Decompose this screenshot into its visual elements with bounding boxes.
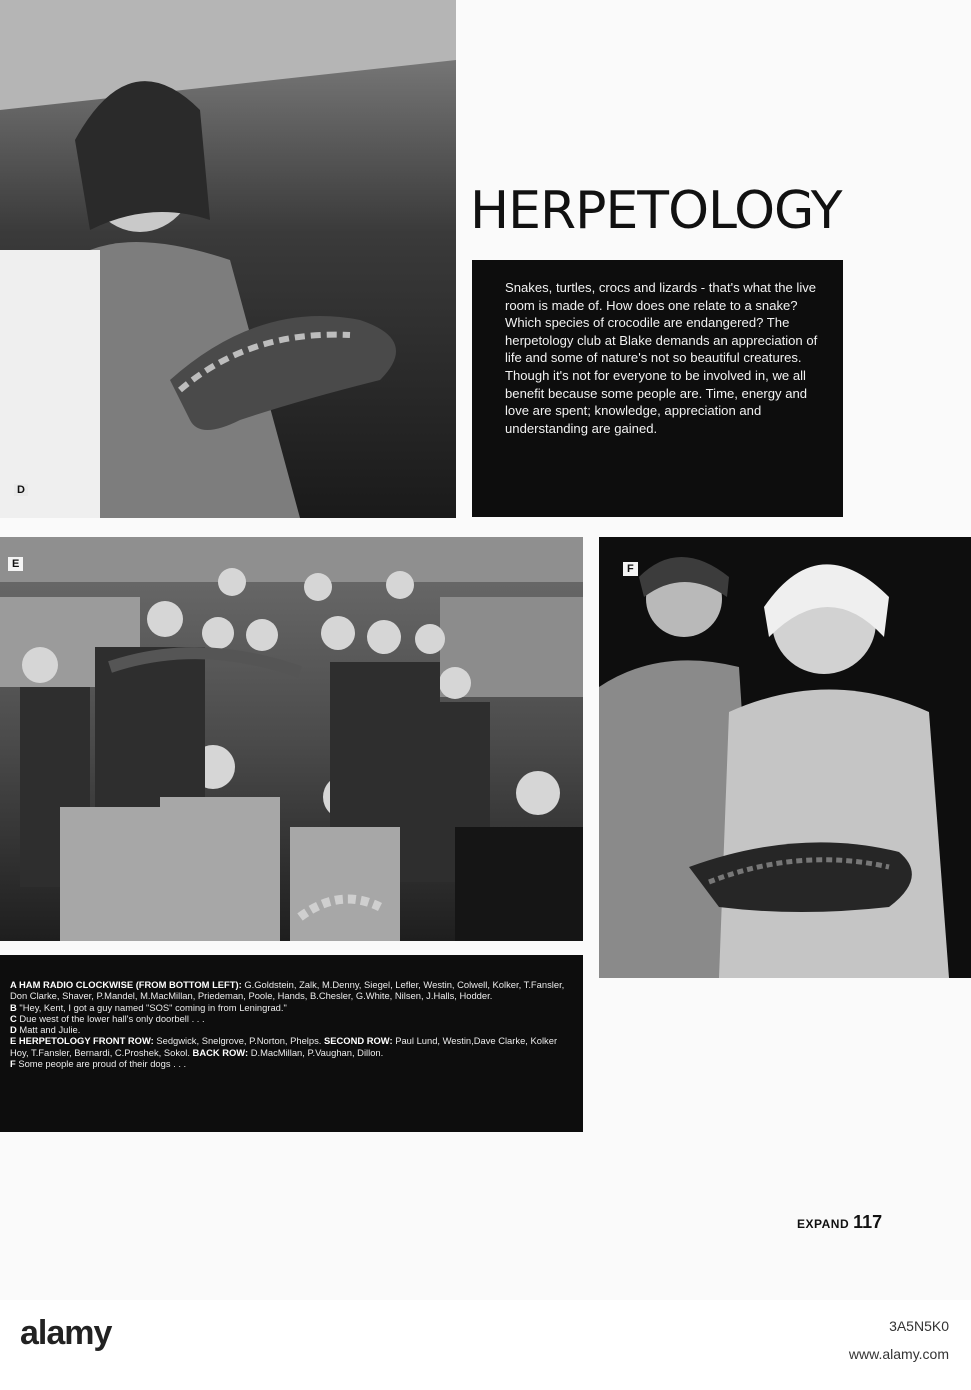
folio-section: EXPAND (797, 1217, 850, 1231)
caption-b-text: "Hey, Kent, I got a guy named "SOS" coming in from Leningrad." (16, 1001, 287, 1013)
caption-e-text-second-row: Paul Lund, Westin,Dave Clarke, Kolker Hoy, T.Fansler, Bernardi, C.Proshek, Sokol. (10, 1035, 558, 1058)
caption-a-label: A HAM RADIO CLOCKWISE (FROM BOTTOM LEFT): (10, 979, 242, 990)
photo-f-boys-with-crocodile (599, 537, 971, 978)
caption-b (10, 1002, 573, 1013)
stock-image-id: 3A5N5K0 (889, 1318, 949, 1334)
photo-e-letter: E (8, 557, 23, 571)
intro-text-box (472, 260, 843, 517)
caption-e-label-back-row: BACK ROW: (189, 1046, 249, 1058)
caption-f-text: Some people are proud of their dogs . . . (15, 1058, 187, 1070)
stock-footer (0, 1300, 971, 1390)
captions-box (0, 955, 583, 1132)
photo-f-image (599, 537, 971, 978)
caption-e (10, 1035, 573, 1058)
caption-c (10, 1013, 573, 1024)
caption-b-label: B (10, 1001, 17, 1013)
caption-d (10, 1024, 573, 1035)
photo-d-image (0, 0, 456, 518)
photo-f-letter: F (623, 562, 638, 576)
caption-a-text: G.Goldstein, Zalk, M.Denny, Siegel, Lefler, Westin, Colwell, Kolker, T.Fansler, Don Clarke, Shaver, P.Mandel, M.MacMillan, Priedeman, Poole, Hands, B.Chesler, G.White, Nilsen, J.Halls, Hodder. (10, 979, 565, 1002)
brand-logo: alamy (20, 1314, 112, 1352)
caption-d-text: Matt and Julie. (16, 1024, 81, 1036)
caption-e-text-back-row: D.MacMillan, P.Vaughan, Dillon. (248, 1046, 384, 1058)
caption-f-label: F (10, 1058, 16, 1070)
caption-c-label: C (10, 1012, 17, 1024)
page-title: HERPETOLOGY (470, 181, 842, 241)
caption-e-label: E HERPETOLOGY FRONT ROW: (10, 1035, 154, 1047)
folio-page-number: 117 (853, 1212, 883, 1232)
photo-d-letter: D (14, 484, 28, 496)
caption-d-label: D (10, 1024, 17, 1036)
intro-text: Snakes, turtles, crocs and lizards - that's what the live room is made of. How does one relate to a snake? Which species of crocodile are endangered? The herpetology club at Blake demands an appreciation of life and some of nature's not so beautiful creatures. Though it's not for everyone to be involved in, we all benefit because some people are. Time, energy and love are spent; knowledge, appreciation and understanding are gained. (505, 280, 818, 436)
stock-url: www.alamy.com (848, 1346, 949, 1362)
caption-f (10, 1058, 573, 1069)
page-folio (797, 1212, 882, 1233)
photo-d-student-with-snake (0, 0, 456, 518)
caption-e-label-second-row: SECOND ROW: (321, 1035, 393, 1047)
photo-e-herpetology-club-group (0, 537, 583, 941)
caption-e-text: Sedgwick, Snelgrove, P.Norton, Phelps. (153, 1035, 322, 1047)
caption-a (10, 979, 573, 1002)
caption-c-text: Due west of the lower hall's only doorbell . . . (16, 1012, 205, 1024)
photo-e-image (0, 537, 583, 941)
